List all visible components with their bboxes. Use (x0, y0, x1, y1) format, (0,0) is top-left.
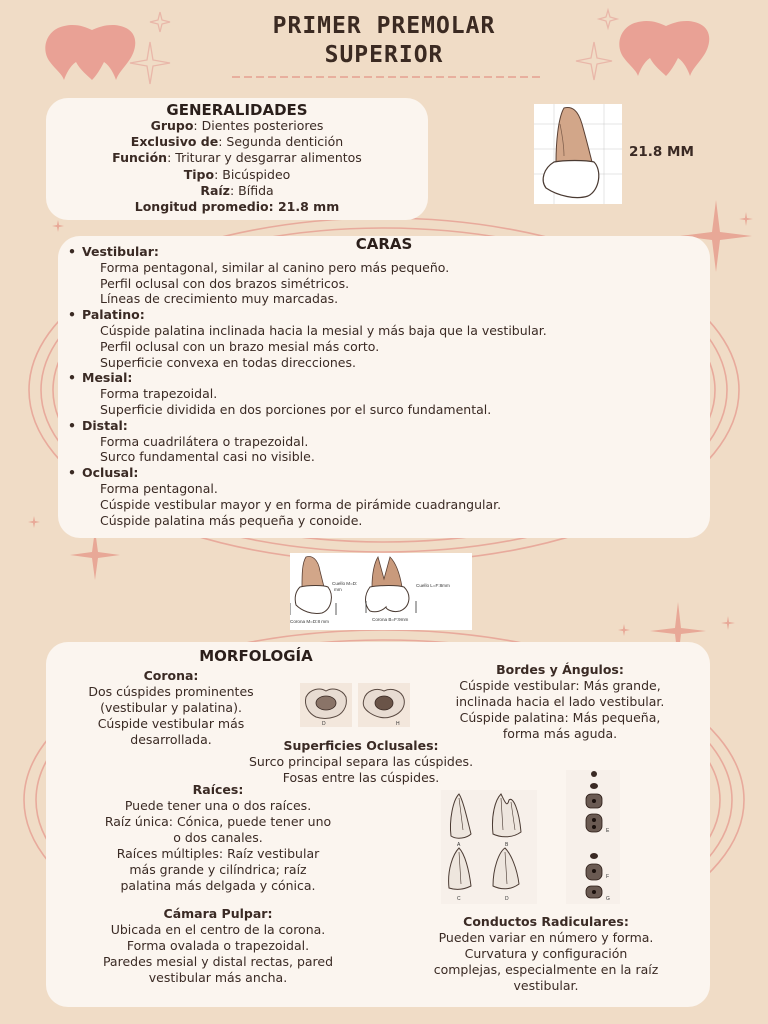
generalidades-item: Exclusivo de: Segunda dentición (130, 134, 344, 150)
cara-title: • Vestibular: (82, 244, 702, 260)
generalidades-card (46, 98, 428, 220)
block-title: Corona: (143, 668, 199, 683)
cara-line: Cúspide palatina más pequeña y conoide. (100, 512, 363, 528)
title-line-2: SUPERIOR (324, 42, 444, 68)
block-line: Fosas entre las cúspides. (282, 770, 440, 785)
block-title: Bordes y Ángulos: (496, 662, 624, 677)
block-line: Raíz única: Cónica, puede tener uno (104, 814, 332, 829)
cara-line: Perfil oclusal con dos brazos simétricos. (100, 275, 350, 291)
cara-title: • Mesial: (82, 370, 702, 386)
crown-bf-label: Corona B=F:9mm (372, 617, 409, 622)
section-letter: D (505, 896, 509, 902)
block-line: más grande y cilíndrica; raíz (129, 862, 307, 877)
cara-line: Forma trapezoidal. (100, 386, 218, 402)
block-title: Conductos Radiculares: (463, 914, 629, 929)
page-title (150, 12, 618, 70)
cara-line: Superficie convexa en todas direcciones. (100, 354, 356, 370)
superficies-block (206, 738, 516, 786)
block-line: Raíces múltiples: Raíz vestibular (116, 846, 320, 861)
cara-line: Forma pentagonal. (100, 480, 218, 496)
block-title: Superficies Oclusales: (283, 738, 439, 753)
cara-line: Líneas de crecimiento muy marcadas. (100, 291, 339, 307)
sparkle-icon (52, 220, 64, 232)
raices-block (46, 782, 390, 894)
length-label: 21.8 MM (629, 144, 694, 160)
occlusal-letter: H (396, 721, 400, 727)
caras-list (82, 244, 702, 528)
block-line: vestibular más ancha. (148, 970, 288, 985)
morfologia-heading: MORFOLOGÍA (199, 647, 313, 665)
cara-line: Forma pentagonal, similar al canino pero más pequeño. (100, 259, 450, 275)
section-letter: B (505, 842, 509, 848)
generalidades-heading: GENERALIDADES (166, 101, 308, 119)
cara-line: Forma cuadrilátera o trapezoidal. (100, 433, 309, 449)
neck-lf-label: Cuello L=F:8mm (416, 583, 450, 588)
block-line: palatina más delgada y cónica. (120, 878, 316, 893)
cara-section-oclusal (82, 465, 702, 528)
block-line: forma más aguda. (502, 726, 618, 741)
cara-title: • Oclusal: (82, 465, 702, 481)
camara-block (46, 906, 390, 986)
cara-section-palatino (82, 307, 702, 370)
cara-line: Cúspide palatina inclinada hacia la mesial y más baja que la vestibular. (100, 322, 547, 338)
block-line: Cúspide vestibular: Más grande, (459, 678, 661, 693)
section-letter: E (606, 828, 610, 834)
generalidades-list (46, 118, 428, 215)
tooth-length-image (534, 104, 622, 204)
sparkle-icon (721, 616, 735, 630)
caras-heading: CARAS (355, 235, 413, 253)
block-line: Cúspide palatina: Más pequeña, (459, 710, 661, 725)
conductos-block (386, 914, 706, 994)
cara-line: Surco fundamental casi no visible. (100, 449, 315, 465)
occlusal-image-2 (358, 683, 410, 727)
block-title: Raíces: (192, 782, 244, 797)
neck-md-label: Cuello M=D: (332, 581, 358, 586)
block-line: desarrollada. (130, 732, 212, 747)
block-line: o dos canales. (173, 830, 263, 845)
sparkle-icon (618, 624, 630, 636)
corona-block (56, 668, 286, 748)
sparkle-icon (739, 212, 753, 226)
cara-section-mesial (82, 370, 702, 417)
generalidades-item: Grupo: Dientes posteriores (150, 118, 324, 133)
cara-section-distal (82, 418, 702, 465)
cara-line: Perfil oclusal con un brazo mesial más corto. (100, 338, 380, 354)
block-title: Cámara Pulpar: (163, 906, 273, 921)
roots-image (441, 790, 537, 904)
cara-line: Cúspide vestibular mayor y en forma de pirámide cuadrangular. (100, 496, 502, 512)
sparkle-icon (28, 516, 40, 528)
cara-section-vestibular (82, 244, 702, 307)
title-line-1: PRIMER PREMOLAR (272, 13, 496, 39)
block-line: Puede tener una o dos raíces. (124, 798, 312, 813)
occlusal-letter: D (322, 721, 326, 727)
block-line: Ubicada en el centro de la corona. (110, 922, 326, 937)
block-line: Forma ovalada o trapezoidal. (126, 938, 310, 953)
section-letter: A (457, 842, 461, 848)
generalidades-item: Tipo: Bicúspideo (183, 166, 291, 182)
block-line: Cúspide vestibular más (97, 716, 245, 731)
section-letter: G (606, 896, 610, 902)
caras-card (58, 236, 710, 538)
generalidades-item: Longitud promedio: 21.8 mm (134, 199, 340, 215)
block-line: complejas, especialmente en la raíz (433, 962, 659, 977)
tooth-icon (619, 21, 709, 76)
occlusal-image-1 (300, 683, 352, 727)
tooth-measurement-image (290, 553, 472, 630)
block-line: vestibular. (513, 978, 579, 993)
bordes-block (416, 662, 704, 742)
root-sections-image (566, 770, 620, 904)
section-letter: F (606, 874, 610, 880)
block-line: Paredes mesial y distal rectas, pared (102, 954, 334, 969)
generalidades-item: Función: Triturar y desgarrar alimentos (112, 150, 362, 166)
cara-title: • Palatino: (82, 307, 702, 323)
block-line: Curvatura y configuración (464, 946, 628, 961)
cara-line: Superficie dividida en dos porciones por el surco fundamental. (100, 401, 492, 417)
tooth-icon (45, 25, 135, 80)
section-letter: C (457, 896, 461, 902)
block-line: inclinada hacia el lado vestibular. (455, 694, 665, 709)
neck-md-unit: mm (334, 587, 342, 592)
block-line: Pueden variar en número y forma. (438, 930, 654, 945)
generalidades-item: Raíz: Bífida (200, 182, 274, 198)
block-line: Dos cúspides prominentes (88, 684, 254, 699)
block-line: Surco principal separa las cúspides. (248, 754, 474, 769)
crown-md-label: Corona M=D:8 mm (290, 619, 329, 624)
block-line: (vestibular y palatina). (100, 700, 242, 715)
cara-title: • Distal: (82, 418, 702, 434)
